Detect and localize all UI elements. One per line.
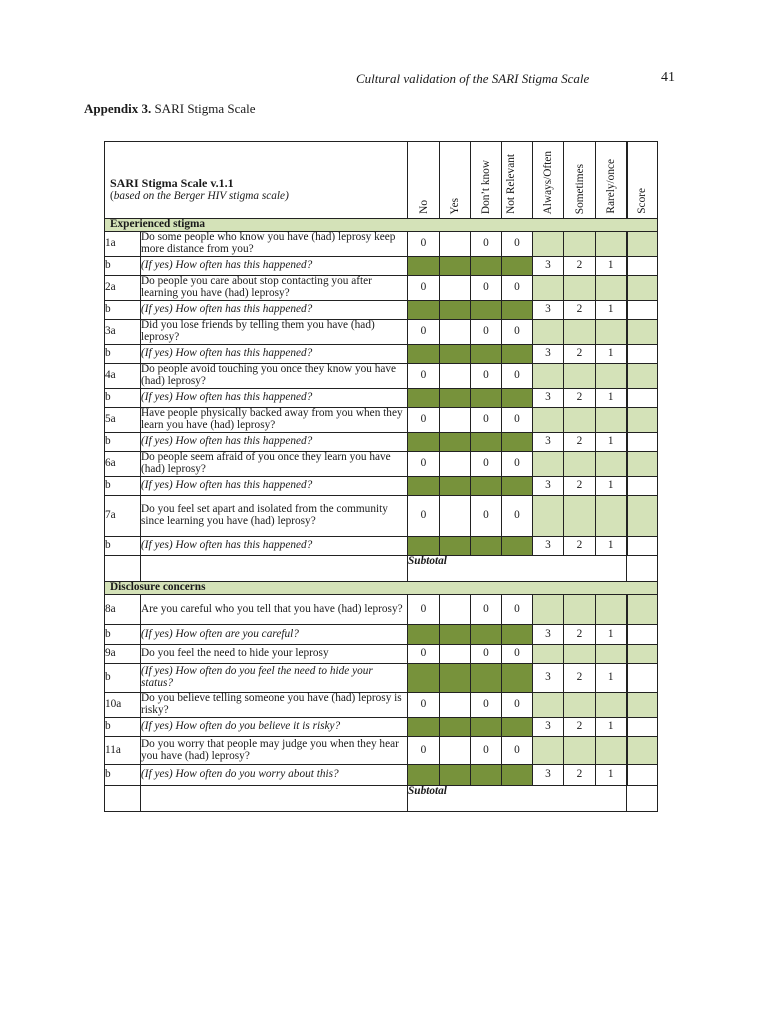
score-cell [627, 595, 658, 625]
response-cell [440, 737, 471, 765]
subtotal-label: Subtotal [408, 556, 627, 582]
shaded-cell [502, 433, 533, 452]
score-cell [627, 737, 658, 765]
shaded-cell [564, 408, 596, 433]
shaded-cell [471, 537, 502, 556]
shaded-cell [440, 257, 471, 276]
response-cell: 0 [502, 320, 533, 345]
shaded-cell [533, 595, 564, 625]
shaded-cell [533, 452, 564, 477]
item-question: (If yes) How often has this happened? [141, 477, 408, 496]
item-question: (If yes) How often has this happened? [141, 301, 408, 320]
score-cell [627, 718, 658, 737]
table-row [105, 320, 658, 345]
sari-stigma-table [104, 141, 658, 812]
shaded-cell [440, 765, 471, 786]
item-id: b [105, 477, 141, 496]
frequency-cell: 1 [596, 718, 627, 737]
shaded-cell [533, 276, 564, 301]
shaded-cell [408, 718, 440, 737]
response-cell [440, 595, 471, 625]
shaded-cell [502, 345, 533, 364]
item-question: Do you worry that people may judge you when they hear you have (had) leprosy? [141, 737, 408, 765]
score-cell [627, 276, 658, 301]
shaded-cell [408, 625, 440, 645]
score-cell [627, 232, 658, 257]
shaded-cell [408, 257, 440, 276]
shaded-cell [596, 364, 627, 389]
shaded-cell [440, 625, 471, 645]
shaded-cell [533, 408, 564, 433]
item-question: Are you careful who you tell that you have (had) leprosy? [141, 595, 408, 625]
shaded-cell [502, 301, 533, 320]
shaded-cell [596, 408, 627, 433]
subtotal-id-cell [105, 786, 141, 812]
shaded-cell [408, 664, 440, 693]
table-row [105, 693, 658, 718]
col-header-always-often: Always/Often [533, 142, 564, 219]
table-row [105, 452, 658, 477]
table-title: SARI Stigma Scale v.1.1 [110, 175, 234, 190]
shaded-cell [408, 345, 440, 364]
response-cell [440, 452, 471, 477]
shaded-cell [533, 645, 564, 664]
table-title-cell [105, 142, 408, 219]
response-cell [440, 232, 471, 257]
response-cell: 0 [471, 737, 502, 765]
response-cell: 0 [471, 276, 502, 301]
response-cell: 0 [408, 645, 440, 664]
item-id: 11a [105, 737, 141, 765]
shaded-cell [564, 320, 596, 345]
table-row [105, 664, 658, 693]
item-question: Did you lose friends by telling them you have (had) leprosy? [141, 320, 408, 345]
shaded-cell [564, 496, 596, 537]
score-cell [627, 389, 658, 408]
shaded-cell [440, 718, 471, 737]
item-question: (If yes) How often has this happened? [141, 257, 408, 276]
appendix-caption [84, 101, 256, 117]
appendix-title: SARI Stigma Scale [154, 101, 256, 116]
frequency-cell: 3 [533, 433, 564, 452]
shaded-cell [408, 477, 440, 496]
col-header-dont-know: Don’t know [471, 142, 502, 219]
frequency-cell: 3 [533, 345, 564, 364]
shaded-cell [471, 477, 502, 496]
response-cell: 0 [502, 232, 533, 257]
response-cell: 0 [502, 276, 533, 301]
frequency-cell: 1 [596, 433, 627, 452]
response-cell: 0 [471, 232, 502, 257]
score-cell [627, 433, 658, 452]
item-question: (If yes) How often has this happened? [141, 345, 408, 364]
frequency-cell: 3 [533, 718, 564, 737]
shaded-cell [533, 693, 564, 718]
response-cell: 0 [408, 364, 440, 389]
response-cell: 0 [408, 408, 440, 433]
item-id: 10a [105, 693, 141, 718]
shaded-cell [408, 433, 440, 452]
item-id: 1a [105, 232, 141, 257]
shaded-cell [596, 737, 627, 765]
frequency-cell: 3 [533, 477, 564, 496]
shaded-cell [408, 301, 440, 320]
score-cell [627, 452, 658, 477]
response-cell: 0 [408, 232, 440, 257]
response-cell: 0 [408, 693, 440, 718]
shaded-cell [502, 537, 533, 556]
item-id: 7a [105, 496, 141, 537]
frequency-cell: 3 [533, 257, 564, 276]
col-header-score: Score [627, 142, 658, 219]
response-cell: 0 [408, 737, 440, 765]
response-cell: 0 [471, 693, 502, 718]
table-subtitle: (based on the Berger HIV stigma scale) [110, 190, 289, 203]
response-cell [440, 408, 471, 433]
shaded-cell [408, 389, 440, 408]
score-cell [627, 320, 658, 345]
response-cell: 0 [471, 408, 502, 433]
running-head: Cultural validation of the SARI Stigma Scale [356, 71, 590, 86]
item-question: Do people avoid touching you once they know you have (had) leprosy? [141, 364, 408, 389]
shaded-cell [502, 765, 533, 786]
response-cell: 0 [471, 320, 502, 345]
item-question: Do you feel set apart and isolated from the community since learning you have (had) leprosy? [141, 496, 408, 537]
frequency-cell: 2 [564, 718, 596, 737]
item-id: 9a [105, 645, 141, 664]
table-row [105, 537, 658, 556]
frequency-cell: 3 [533, 301, 564, 320]
shaded-cell [533, 737, 564, 765]
frequency-cell: 1 [596, 301, 627, 320]
subtotal-id-cell [105, 556, 141, 582]
item-question: Do some people who know you have (had) leprosy keep more distance from you? [141, 232, 408, 257]
subtotal-blank-cell [141, 786, 408, 812]
item-id: b [105, 433, 141, 452]
frequency-cell: 2 [564, 345, 596, 364]
frequency-cell: 3 [533, 537, 564, 556]
table-header-row [105, 142, 658, 219]
response-cell [440, 693, 471, 718]
response-cell: 0 [502, 408, 533, 433]
response-cell: 0 [408, 496, 440, 537]
item-id: 6a [105, 452, 141, 477]
score-cell [627, 345, 658, 364]
frequency-cell: 3 [533, 389, 564, 408]
response-cell [440, 276, 471, 301]
shaded-cell [533, 364, 564, 389]
frequency-cell: 1 [596, 664, 627, 693]
shaded-cell [564, 645, 596, 664]
shaded-cell [502, 718, 533, 737]
response-cell: 0 [408, 320, 440, 345]
response-cell [440, 645, 471, 664]
response-cell: 0 [502, 737, 533, 765]
shaded-cell [408, 765, 440, 786]
shaded-cell [502, 664, 533, 693]
frequency-cell: 1 [596, 765, 627, 786]
table-row [105, 389, 658, 408]
frequency-cell: 2 [564, 257, 596, 276]
col-header-sometimes: Sometimes [564, 142, 596, 219]
table-row [105, 718, 658, 737]
shaded-cell [596, 276, 627, 301]
response-cell: 0 [502, 595, 533, 625]
shaded-cell [471, 389, 502, 408]
item-question: (If yes) How often do you believe it is risky? [141, 718, 408, 737]
score-cell [627, 765, 658, 786]
response-cell [440, 364, 471, 389]
item-id: b [105, 765, 141, 786]
shaded-cell [440, 345, 471, 364]
table-row [105, 625, 658, 645]
item-id: b [105, 301, 141, 320]
response-cell: 0 [502, 645, 533, 664]
item-id: b [105, 345, 141, 364]
page-number: 41 [661, 70, 675, 85]
table-row [105, 364, 658, 389]
shaded-cell [533, 496, 564, 537]
table-row [105, 595, 658, 625]
frequency-cell: 2 [564, 765, 596, 786]
item-id: 5a [105, 408, 141, 433]
score-cell [627, 664, 658, 693]
table-row [105, 433, 658, 452]
section-title: Disclosure concerns [105, 582, 658, 595]
section-header-row [105, 219, 658, 232]
shaded-cell [533, 320, 564, 345]
frequency-cell: 2 [564, 664, 596, 693]
subtotal-row [105, 786, 658, 812]
shaded-cell [596, 496, 627, 537]
item-id: 8a [105, 595, 141, 625]
shaded-cell [471, 257, 502, 276]
frequency-cell: 3 [533, 664, 564, 693]
frequency-cell: 1 [596, 477, 627, 496]
frequency-cell: 1 [596, 389, 627, 408]
item-id: 4a [105, 364, 141, 389]
score-cell [627, 496, 658, 537]
shaded-cell [596, 595, 627, 625]
response-cell [440, 320, 471, 345]
item-question: (If yes) How often do you feel the need to hide your status? [141, 664, 408, 693]
table-row [105, 232, 658, 257]
table-row [105, 496, 658, 537]
shaded-cell [502, 625, 533, 645]
table-row [105, 765, 658, 786]
frequency-cell: 2 [564, 389, 596, 408]
shaded-cell [564, 737, 596, 765]
item-question: (If yes) How often has this happened? [141, 389, 408, 408]
table-row [105, 345, 658, 364]
subtotal-row [105, 556, 658, 582]
shaded-cell [564, 595, 596, 625]
response-cell: 0 [471, 364, 502, 389]
item-id: b [105, 664, 141, 693]
item-question: Do people you care about stop contacting you after learning you have (had) leprosy? [141, 276, 408, 301]
item-id: 2a [105, 276, 141, 301]
item-id: b [105, 537, 141, 556]
shaded-cell [471, 345, 502, 364]
shaded-cell [440, 301, 471, 320]
frequency-cell: 2 [564, 433, 596, 452]
item-id: b [105, 389, 141, 408]
shaded-cell [533, 232, 564, 257]
table-row [105, 477, 658, 496]
frequency-cell: 3 [533, 625, 564, 645]
response-cell: 0 [471, 452, 502, 477]
shaded-cell [471, 625, 502, 645]
frequency-cell: 2 [564, 537, 596, 556]
response-cell: 0 [471, 496, 502, 537]
shaded-cell [596, 645, 627, 664]
shaded-cell [440, 389, 471, 408]
subtotal-blank-cell [141, 556, 408, 582]
score-cell [627, 364, 658, 389]
response-cell: 0 [502, 364, 533, 389]
col-header-yes: Yes [440, 142, 471, 219]
col-header-no: No [408, 142, 440, 219]
table-row [105, 301, 658, 320]
shaded-cell [440, 537, 471, 556]
item-id: b [105, 718, 141, 737]
shaded-cell [564, 276, 596, 301]
item-question: Do you feel the need to hide your leprosy [141, 645, 408, 664]
score-cell [627, 693, 658, 718]
score-cell [627, 301, 658, 320]
shaded-cell [596, 320, 627, 345]
item-id: b [105, 257, 141, 276]
score-cell [627, 537, 658, 556]
frequency-cell: 2 [564, 625, 596, 645]
item-id: b [105, 625, 141, 645]
item-question: (If yes) How often has this happened? [141, 433, 408, 452]
response-cell: 0 [408, 276, 440, 301]
shaded-cell [408, 537, 440, 556]
table-row [105, 645, 658, 664]
subtotal-label: Subtotal [408, 786, 627, 812]
shaded-cell [471, 301, 502, 320]
item-question: Do people seem afraid of you once they learn you have (had) leprosy? [141, 452, 408, 477]
frequency-cell: 1 [596, 537, 627, 556]
shaded-cell [564, 452, 596, 477]
shaded-cell [440, 477, 471, 496]
item-id: 3a [105, 320, 141, 345]
shaded-cell [440, 433, 471, 452]
col-header-rarely-once: Rarely/once [596, 142, 627, 219]
shaded-cell [564, 364, 596, 389]
shaded-cell [564, 693, 596, 718]
section-title: Experienced stigma [105, 219, 658, 232]
frequency-cell: 1 [596, 625, 627, 645]
shaded-cell [502, 389, 533, 408]
response-cell: 0 [502, 452, 533, 477]
shaded-cell [471, 433, 502, 452]
item-question: Do you believe telling someone you have (had) leprosy is risky? [141, 693, 408, 718]
subtotal-score-cell [627, 786, 658, 812]
response-cell: 0 [502, 693, 533, 718]
item-question: (If yes) How often are you careful? [141, 625, 408, 645]
table-row [105, 408, 658, 433]
score-cell [627, 477, 658, 496]
response-cell [440, 496, 471, 537]
shaded-cell [596, 452, 627, 477]
shaded-cell [502, 257, 533, 276]
shaded-cell [471, 765, 502, 786]
frequency-cell: 2 [564, 477, 596, 496]
response-cell: 0 [471, 595, 502, 625]
response-cell: 0 [471, 645, 502, 664]
shaded-cell [596, 693, 627, 718]
shaded-cell [502, 477, 533, 496]
item-question: (If yes) How often has this happened? [141, 537, 408, 556]
response-cell: 0 [408, 452, 440, 477]
section-header-row [105, 582, 658, 595]
response-cell: 0 [408, 595, 440, 625]
frequency-cell: 2 [564, 301, 596, 320]
score-cell [627, 408, 658, 433]
subtotal-score-cell [627, 556, 658, 582]
table-row [105, 257, 658, 276]
table-row [105, 276, 658, 301]
item-question: Have people physically backed away from you when they learn you have (had) leprosy? [141, 408, 408, 433]
shaded-cell [471, 718, 502, 737]
response-cell: 0 [502, 496, 533, 537]
shaded-cell [564, 232, 596, 257]
shaded-cell [471, 664, 502, 693]
score-cell [627, 645, 658, 664]
frequency-cell: 1 [596, 345, 627, 364]
frequency-cell: 3 [533, 765, 564, 786]
col-header-not-relevant: Not Relevant [502, 142, 533, 219]
item-question: (If yes) How often do you worry about this? [141, 765, 408, 786]
score-cell [627, 625, 658, 645]
appendix-label: Appendix 3. [84, 101, 152, 116]
table-row [105, 737, 658, 765]
score-cell [627, 257, 658, 276]
shaded-cell [596, 232, 627, 257]
shaded-cell [440, 664, 471, 693]
frequency-cell: 1 [596, 257, 627, 276]
